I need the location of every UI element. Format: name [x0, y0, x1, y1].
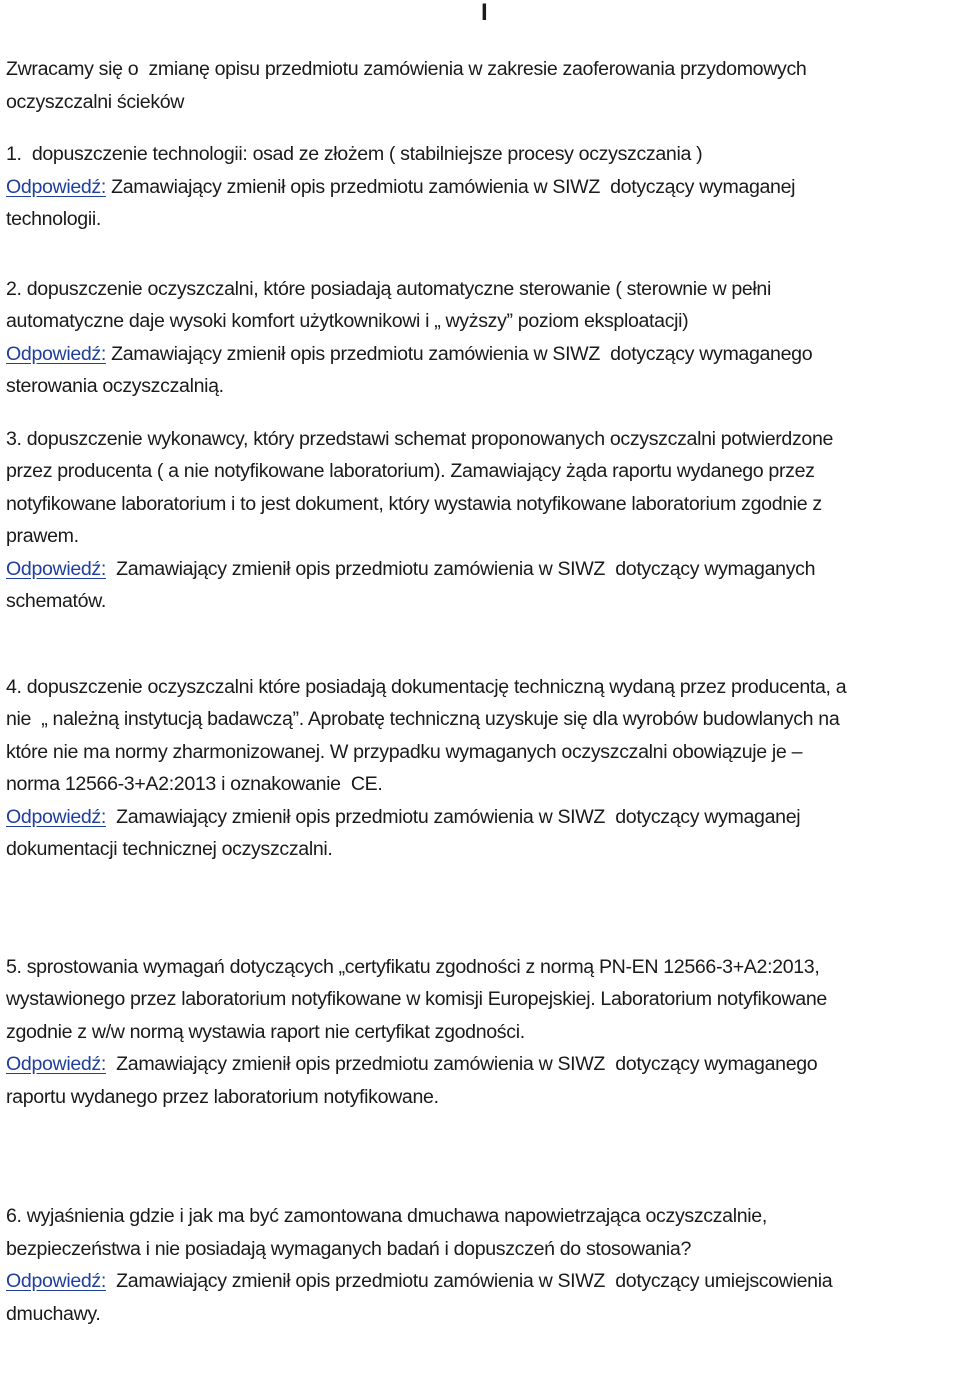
answer-label: Odpowiedź: — [6, 1270, 106, 1292]
item-2 — [6, 273, 958, 403]
item-5-question: wystawionego przez laboratorium notyfikowane w komisji Europejskiej. Laboratorium notyfikowane — [6, 988, 827, 1010]
item-6-answer — [6, 1265, 958, 1298]
item-4-question: nie „ należną instytucją badawczą”. Aprobatę techniczną uzyskuje się dla wyrobów budowlanych na — [6, 708, 840, 730]
item-1-answer — [6, 171, 958, 204]
item-3 — [6, 423, 958, 618]
spacer — [6, 866, 958, 951]
answer-label: Odpowiedź: — [6, 557, 106, 580]
item-2-answer — [6, 338, 958, 371]
item-6-answer-cont: dmuchawy. — [6, 1302, 101, 1325]
item-6-question: 6. wyjaśnienia gdzie i jak ma być zamontowana dmuchawa napowietrzająca oczyszczalnie, — [6, 1205, 767, 1227]
answer-label: Odpowiedź: — [6, 805, 106, 828]
item-2-answer-cont: sterowania oczyszczalnią. — [6, 375, 224, 397]
item-3-question: przez producenta ( a nie notyfikowane laboratorium). Zamawiający żąda raportu wydanego przez — [6, 460, 815, 482]
item-5 — [6, 951, 958, 1114]
item-5-answer — [6, 1048, 958, 1081]
item-4-question: które nie ma normy zharmonizowanej. W przypadku wymaganych oczyszczalni obowiązuje je – — [6, 740, 803, 763]
answer-text: Zamawiający zmienił opis przedmiotu zamówienia w SIWZ dotyczący wymaganego — [105, 342, 813, 365]
spacer — [6, 1113, 958, 1200]
header-mark: I — [481, 0, 488, 26]
spacer — [6, 118, 958, 138]
item-4-answer — [6, 801, 958, 834]
item-2-question: 2. dopuszczenie oczyszczalni, które posiadają automatyczne sterowanie ( sterownie w pełni — [6, 277, 771, 300]
item-1 — [6, 138, 958, 236]
intro-line: Zwracamy się o zmianę opisu przedmiotu zamówienia w zakresie zaoferowania przydomowych — [6, 58, 807, 80]
spacer — [6, 618, 958, 671]
item-6 — [6, 1200, 958, 1330]
answer-text: Zamawiający zmienił opis przedmiotu zamówienia w SIWZ dotyczący wymaganego — [105, 1053, 818, 1075]
answer-text: Zamawiający zmienił opis przedmiotu zamówienia w SIWZ dotyczący wymaganej — [105, 175, 796, 198]
answer-text: Zamawiający zmienił opis przedmiotu zamówienia w SIWZ dotyczący wymaganej — [105, 805, 801, 828]
answer-label: Odpowiedź: — [6, 1053, 106, 1075]
intro-line: oczyszczalni ścieków — [6, 90, 185, 113]
document-body — [6, 53, 958, 1330]
item-3-answer-cont: schematów. — [6, 590, 106, 612]
item-3-question: 3. dopuszczenie wykonawcy, który przedstawi schemat proponowanych oczyszczalni potwierdzone — [6, 427, 834, 450]
answer-label: Odpowiedź: — [6, 175, 106, 198]
spacer — [6, 403, 958, 423]
item-3-question: prawem. — [6, 525, 79, 547]
item-5-question: 5. sprostowania wymagań dotyczących „certyfikatu zgodności z normą PN-EN 12566-3+A2:2013, — [6, 955, 820, 978]
item-5-answer-cont: raportu wydanego przez laboratorium notyfikowane. — [6, 1085, 439, 1108]
item-6-question: bezpieczeństwa i nie posiadają wymaganych badań i dopuszczeń do stosowania? — [6, 1237, 692, 1260]
item-3-answer — [6, 553, 958, 586]
item-5-question: zgodnie z w/w normą wystawia raport nie certyfikat zgodności. — [6, 1020, 525, 1043]
item-4-answer-cont: dokumentacji technicznej oczyszczalni. — [6, 838, 333, 860]
item-1-answer-cont: technologii. — [6, 208, 101, 230]
item-4-question: norma 12566-3+A2:2013 i oznakowanie CE. — [6, 773, 383, 795]
item-4 — [6, 671, 958, 866]
spacer — [6, 236, 958, 273]
item-1-question: 1. dopuszczenie technologii: osad ze złożem ( stabilniejsze procesy oczyszczania ) — [6, 143, 703, 165]
item-3-question: notyfikowane laboratorium i to jest dokument, który wystawia notyfikowane laboratorium zgodnie z — [6, 492, 822, 515]
answer-label: Odpowiedź: — [6, 342, 106, 365]
item-4-question: 4. dopuszczenie oczyszczalni które posiadają dokumentację techniczną wydaną przez producenta, a — [6, 675, 847, 698]
answer-text: Zamawiający zmienił opis przedmiotu zamówienia w SIWZ dotyczący umiejscowienia — [105, 1270, 833, 1292]
answer-text: Zamawiający zmienił opis przedmiotu zamówienia w SIWZ dotyczący wymaganych — [105, 557, 816, 580]
item-2-question: automatyczne daje wysoki komfort użytkownikowi i „ wyższy” poziom eksploatacji) — [6, 310, 689, 332]
